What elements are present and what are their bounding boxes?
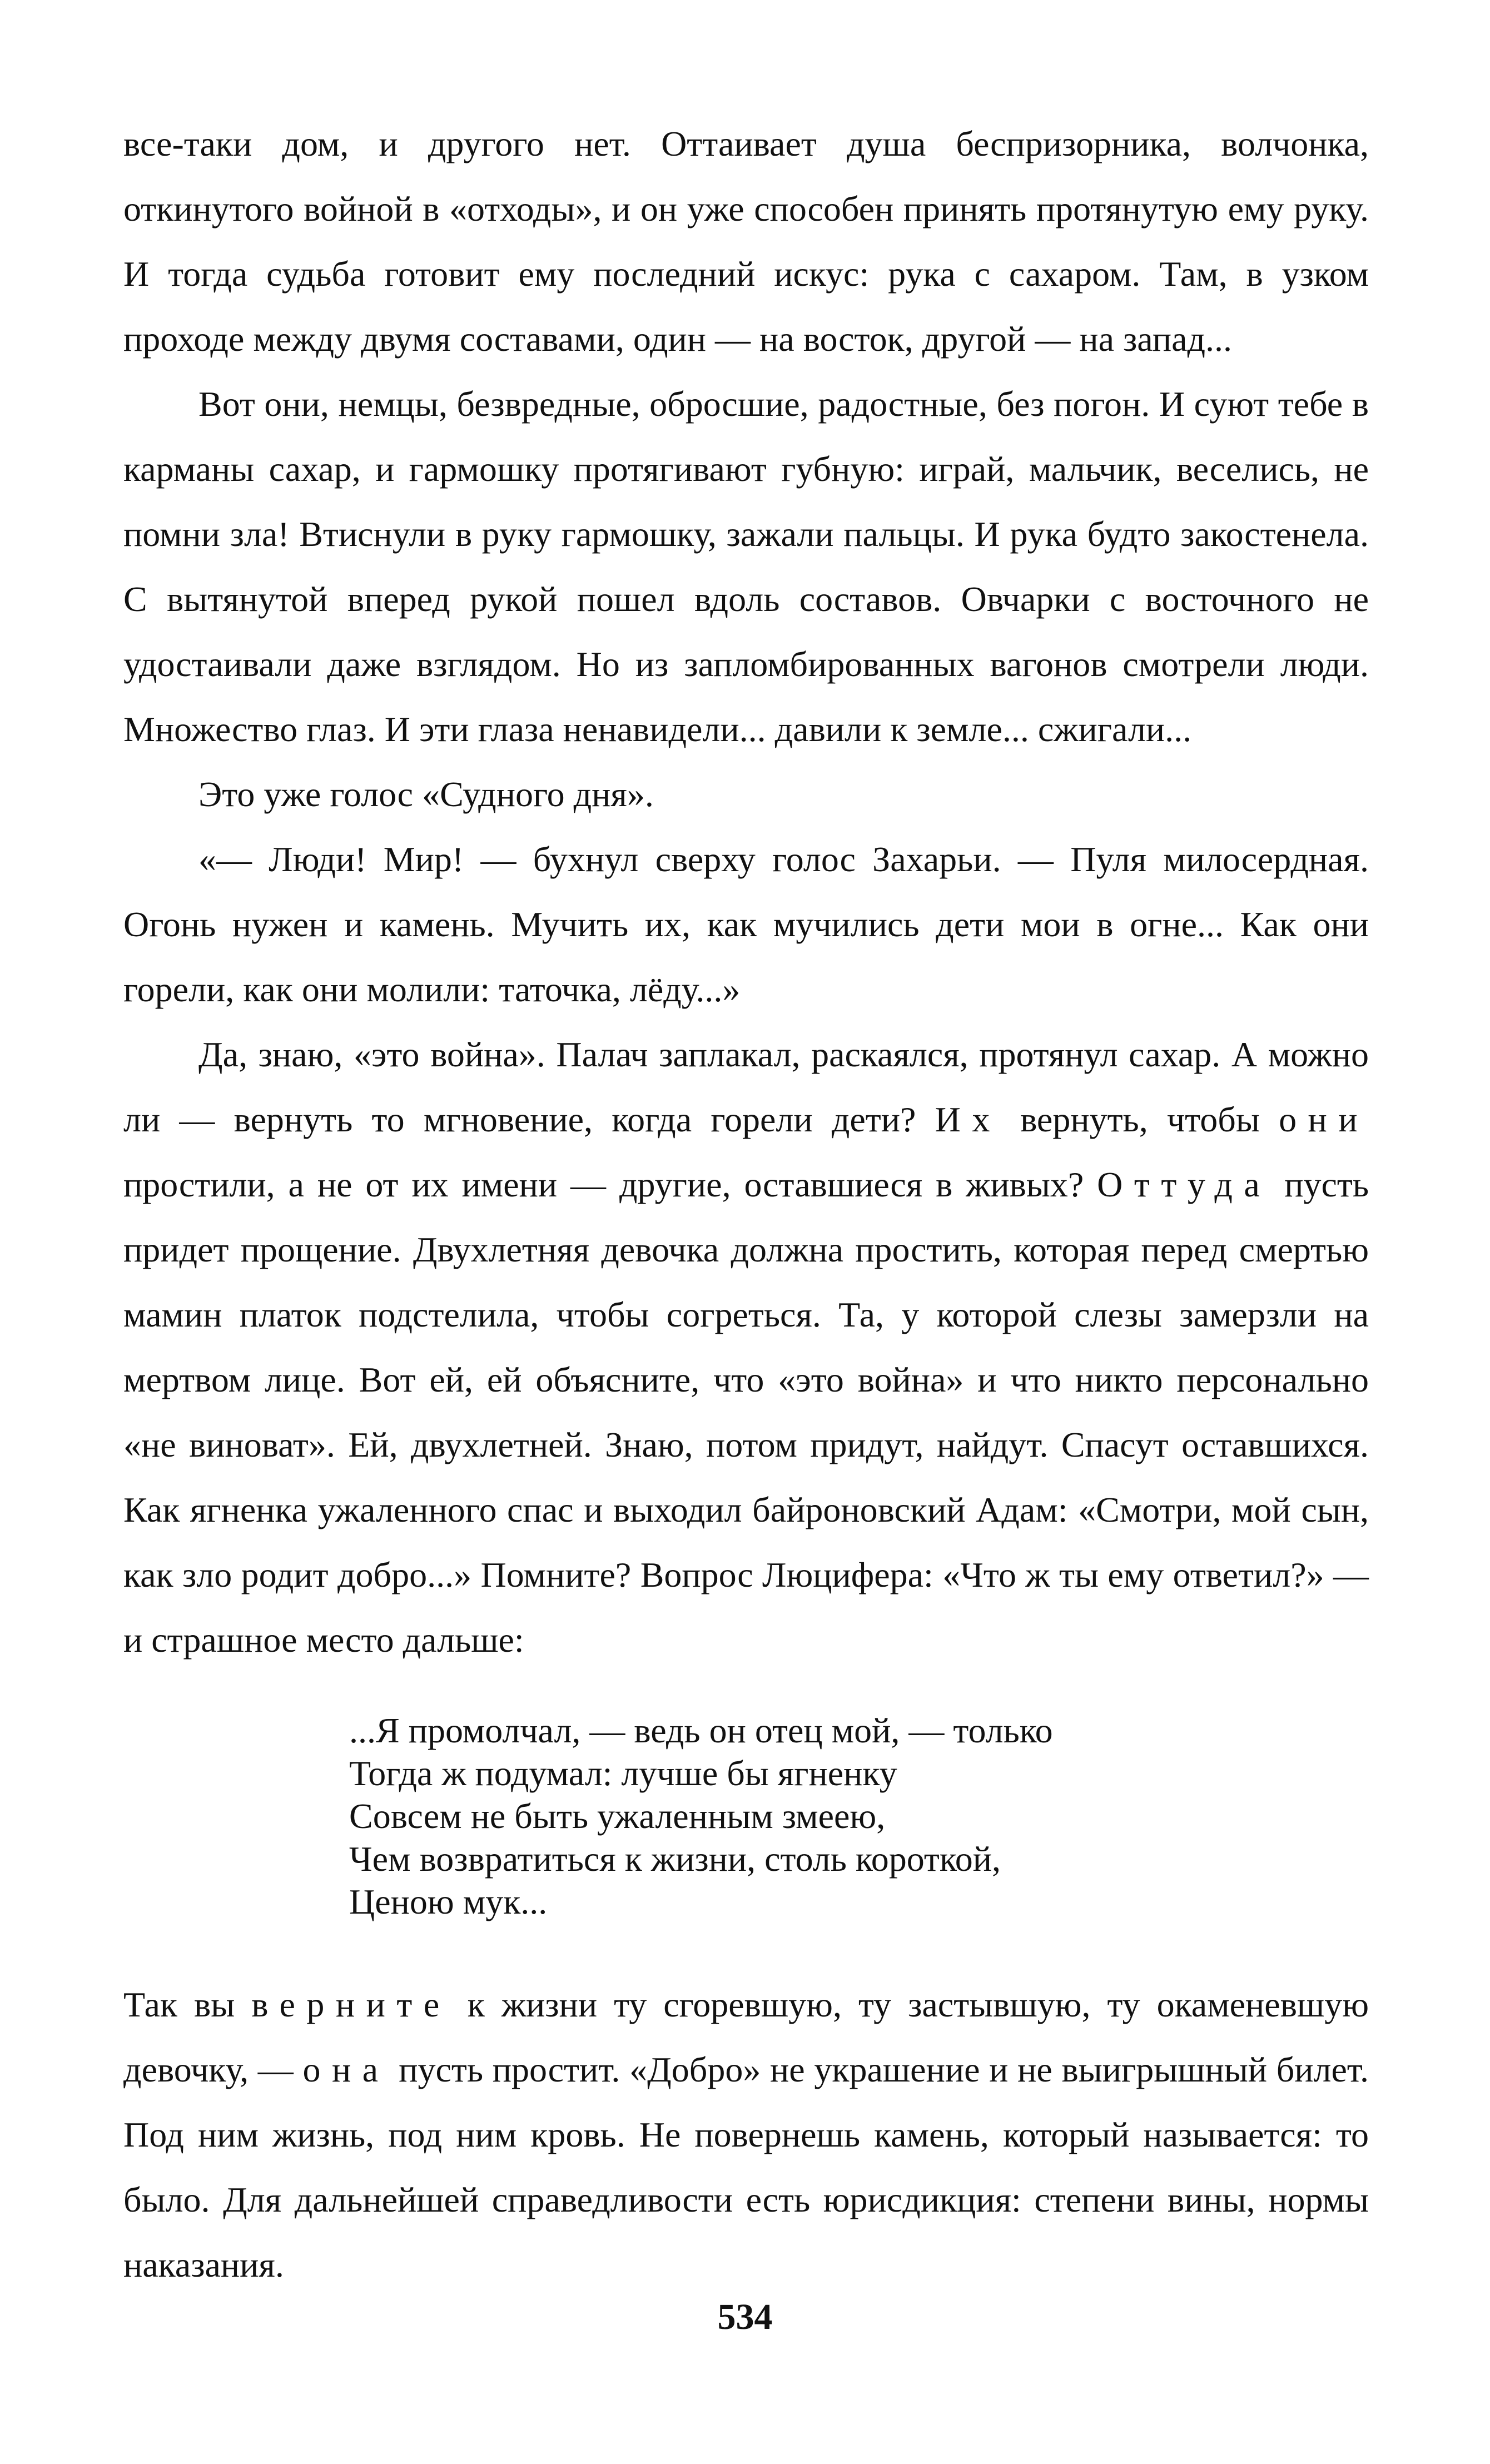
- verse-line: Чем возвратиться к жизни, столь короткой,: [349, 1839, 1001, 1879]
- spaced-emphasis: верните: [251, 1985, 451, 2024]
- text-run: все-таки дом, и другого нет. Оттаивает душа беспризорника, волчонка, откинутого войной в «отходы», и он уже способен принять протянутую ему руку. И тогда судьба готовит ему последний искус: рука с сахаром. Там, в узком проходе между двумя составами, один — на восток, другой — на запад...: [123, 124, 1369, 359]
- text-run: Да, знаю, «это война». Палач заплакал, раскаялся, протянул сахар. А можно ли — вернуть то мгновение, когда горели дети?: [123, 1035, 1369, 1139]
- spaced-emphasis: Оттуда: [1097, 1165, 1272, 1204]
- text-run: вернуть, чтобы: [1001, 1100, 1279, 1139]
- paragraph-p4: [123, 827, 1369, 1022]
- text-run: «— Люди! Мир! — бухнул сверху голос Захарьи. — Пуля милосердная. Огонь нужен и камень. Мучить их, как мучились дети мои в огне... Как они горели, как они молили: таточка, лёду...»: [123, 839, 1369, 1009]
- text-run: Так вы: [123, 1985, 252, 2024]
- paragraph-p2: [123, 371, 1369, 762]
- text-run: Это уже голос «Судного дня».: [198, 774, 654, 814]
- verse-line: Ценою мук...: [349, 1882, 548, 1921]
- book-page: [123, 111, 1369, 2297]
- page-number: 534: [717, 2297, 773, 2337]
- verse-line: Совсем не быть ужаленным змеею,: [349, 1796, 886, 1836]
- paragraph-p6: [123, 1972, 1369, 2297]
- spaced-emphasis: она: [302, 2050, 390, 2089]
- text-before-verse: [123, 111, 1369, 1672]
- paragraph-p1: [123, 111, 1369, 371]
- text-run: простили, а не от их имени — другие, оставшиеся в живых?: [123, 1165, 1097, 1204]
- verse-quote: [349, 1709, 1369, 1923]
- text-run: пусть простит. «Добро» не украшение и не выигрышный билет. Под ним жизнь, под ним кровь. Не повернешь камень, который называется: то было. Для дальнейшей справедливости есть юрисдикция: степени вины, нормы наказания.: [123, 2050, 1369, 2284]
- verse-line: Тогда ж подумал: лучше бы ягненку: [349, 1753, 897, 1793]
- spaced-emphasis: Их: [935, 1100, 1001, 1139]
- verse-line: ...Я промолчал, — ведь он отец мой, — только: [349, 1711, 1053, 1750]
- text-run: к жизни ту сгоревшую, ту застывшую, ту окаменевшую девочку, —: [123, 1985, 1369, 2089]
- text-run: Вот они, немцы, безвредные, обросшие, радостные, без погон. И суют тебе в карманы сахар, и гармошку протягивают губную: играй, мальчик, веселись, не помни зла! Втиснули в руку гармошку, зажали пальцы. И рука будто закостенела. С вытянутой вперед рукой пошел вдоль составов. Овчарки с восточного не удостаивали даже взглядом. Но из запломбированных вагонов смотрели люди. Множество глаз. И эти глаза ненавидели... давили к земле... сжигали...: [123, 384, 1369, 749]
- text-after-verse: [123, 1972, 1369, 2297]
- paragraph-p5: [123, 1022, 1369, 1672]
- paragraph-p3: [123, 762, 1369, 827]
- text-run: пусть придет прощение. Двухлетняя девочка должна простить, которая перед смертью мамин платок подстелила, чтобы согреться. Та, у которой слезы замерзли на мертвом лице. Вот ей, ей объясните, что «это война» и что никто персонально «не виноват». Ей, двухлетней. Знаю, потом придут, найдут. Спасут оставшихся. Как ягненка ужаленного спас и выходил байроновский Адам: «Смотри, мой сын, как зло родит добро...» Помните? Вопрос Люцифера: «Что ж ты ему ответил?» — и страшное место дальше:: [123, 1165, 1369, 1660]
- spaced-emphasis: они: [1279, 1100, 1369, 1139]
